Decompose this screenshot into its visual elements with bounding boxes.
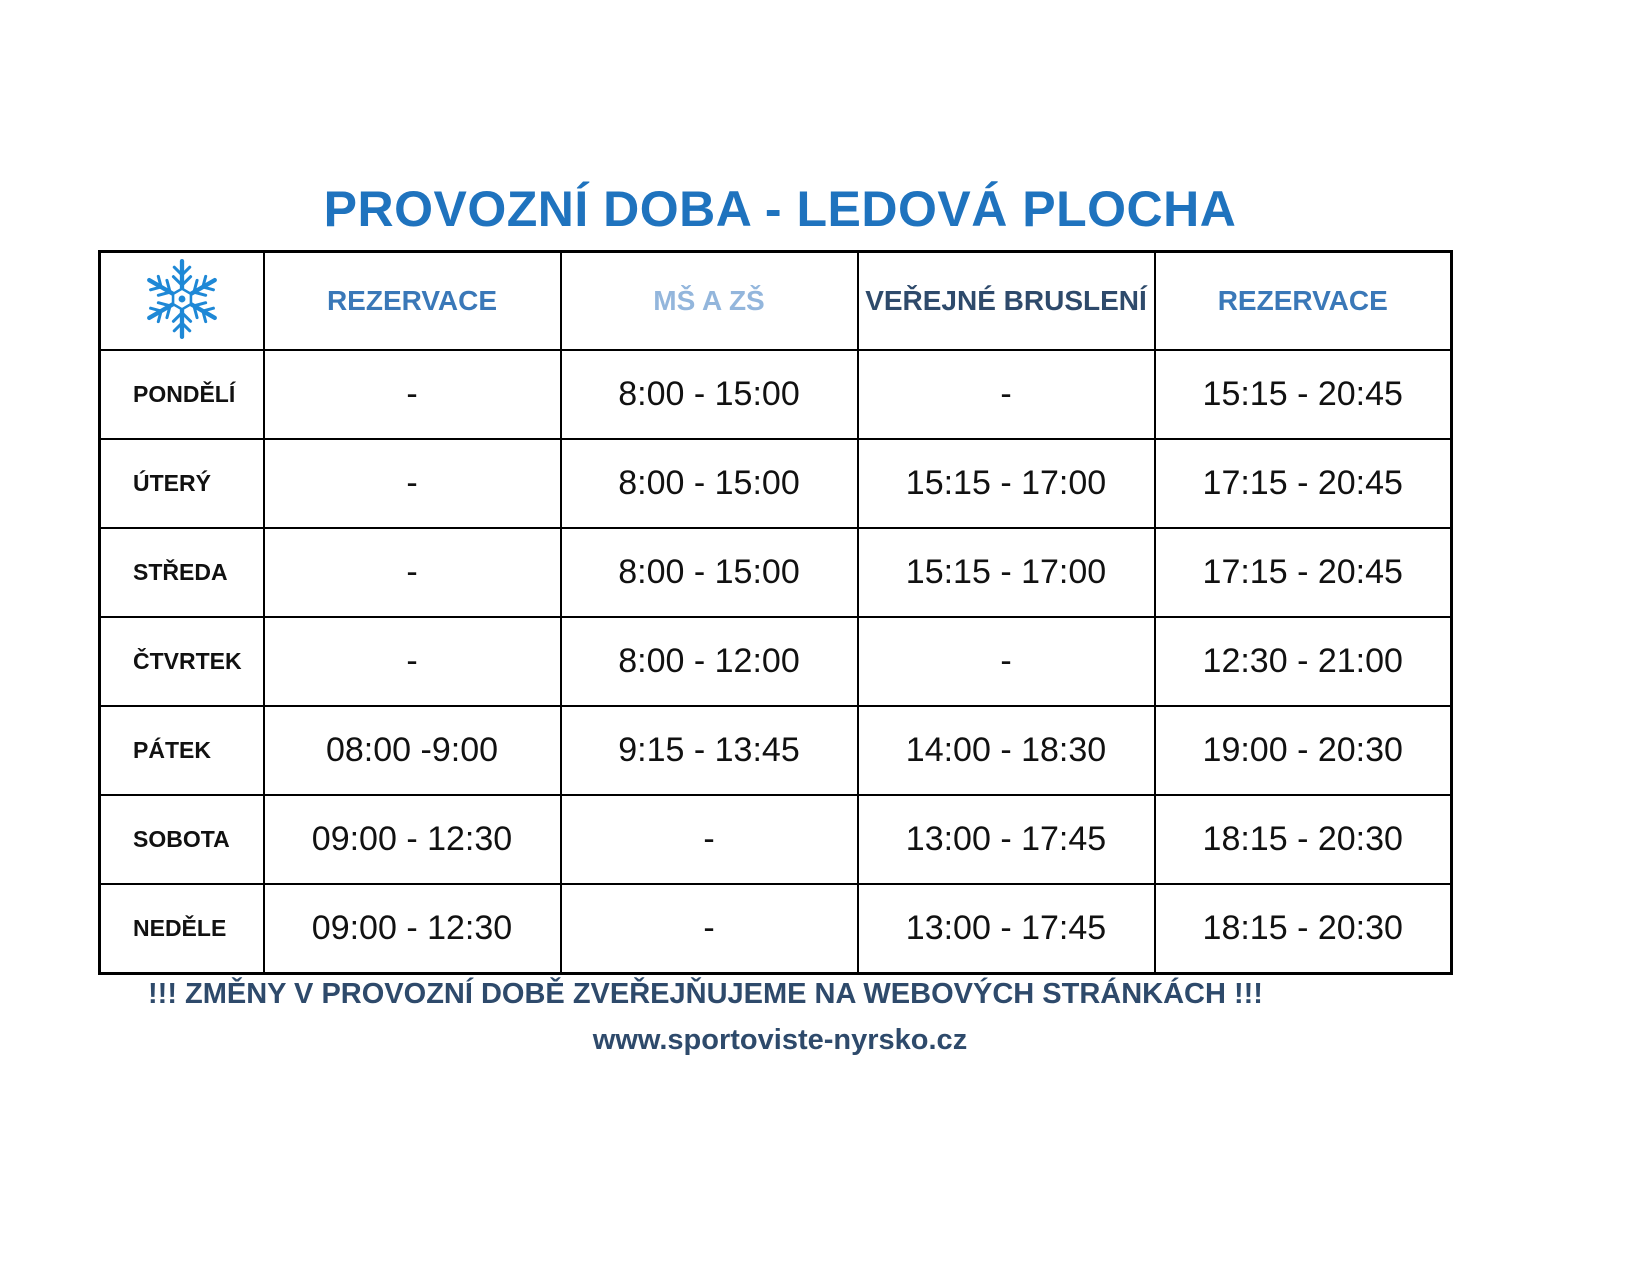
time-cell: 12:30 - 21:00 [1155, 617, 1452, 706]
time-cell: 15:15 - 17:00 [858, 439, 1155, 528]
column-header-ms-zs: MŠ A ZŠ [561, 252, 858, 351]
time-cell: - [264, 617, 561, 706]
table-row [100, 617, 1452, 706]
time-cell: 18:15 - 20:30 [1155, 884, 1452, 974]
time-cell: - [858, 350, 1155, 439]
time-cell: 09:00 - 12:30 [264, 795, 561, 884]
table-row [100, 706, 1452, 795]
column-header-rezervace-2: REZERVACE [1155, 252, 1452, 351]
time-cell: - [264, 528, 561, 617]
time-cell: 19:00 - 20:30 [1155, 706, 1452, 795]
time-cell: - [264, 439, 561, 528]
table-row [100, 350, 1452, 439]
changes-notice: !!! ZMĚNY V PROVOZNÍ DOBĚ ZVEŘEJŇUJEME NA WEBOVÝCH STRÁNKÁCH !!! [148, 978, 1263, 1010]
table-row [100, 439, 1452, 528]
time-cell: 14:00 - 18:30 [858, 706, 1155, 795]
day-label: SOBOTA [100, 795, 264, 884]
snowflake-cell [100, 252, 264, 351]
time-cell: 8:00 - 15:00 [561, 350, 858, 439]
snowflake-icon [136, 256, 228, 342]
day-label: STŘEDA [100, 528, 264, 617]
time-cell: 13:00 - 17:45 [858, 795, 1155, 884]
page-title: PROVOZNÍ DOBA - LEDOVÁ PLOCHA [323, 181, 1237, 237]
day-label: ÚTERÝ [100, 439, 264, 528]
time-cell: 17:15 - 20:45 [1155, 439, 1452, 528]
time-cell: 09:00 - 12:30 [264, 884, 561, 974]
column-header-rezervace: REZERVACE [264, 252, 561, 351]
day-label: PÁTEK [100, 706, 264, 795]
time-cell: 15:15 - 17:00 [858, 528, 1155, 617]
website-link[interactable]: www.sportoviste-nyrsko.cz [592, 1024, 968, 1056]
time-cell: 13:00 - 17:45 [858, 884, 1155, 974]
time-cell: - [561, 884, 858, 974]
day-label: NEDĚLE [100, 884, 264, 974]
day-label: PONDĚLÍ [100, 350, 264, 439]
time-cell: 18:15 - 20:30 [1155, 795, 1452, 884]
time-cell: 8:00 - 15:00 [561, 439, 858, 528]
time-cell: 08:00 -9:00 [264, 706, 561, 795]
table-row [100, 884, 1452, 974]
time-cell: 9:15 - 13:45 [561, 706, 858, 795]
table-row [100, 795, 1452, 884]
time-cell: - [858, 617, 1155, 706]
time-cell: 8:00 - 12:00 [561, 617, 858, 706]
table-row [100, 528, 1452, 617]
schedule-table [98, 250, 1453, 975]
time-cell: 17:15 - 20:45 [1155, 528, 1452, 617]
table-header-row [100, 252, 1452, 351]
time-cell: 15:15 - 20:45 [1155, 350, 1452, 439]
time-cell: - [561, 795, 858, 884]
time-cell: 8:00 - 15:00 [561, 528, 858, 617]
column-header-verejne-brusleni: VEŘEJNÉ BRUSLENÍ [858, 252, 1155, 351]
time-cell: - [264, 350, 561, 439]
day-label: ČTVRTEK [100, 617, 264, 706]
